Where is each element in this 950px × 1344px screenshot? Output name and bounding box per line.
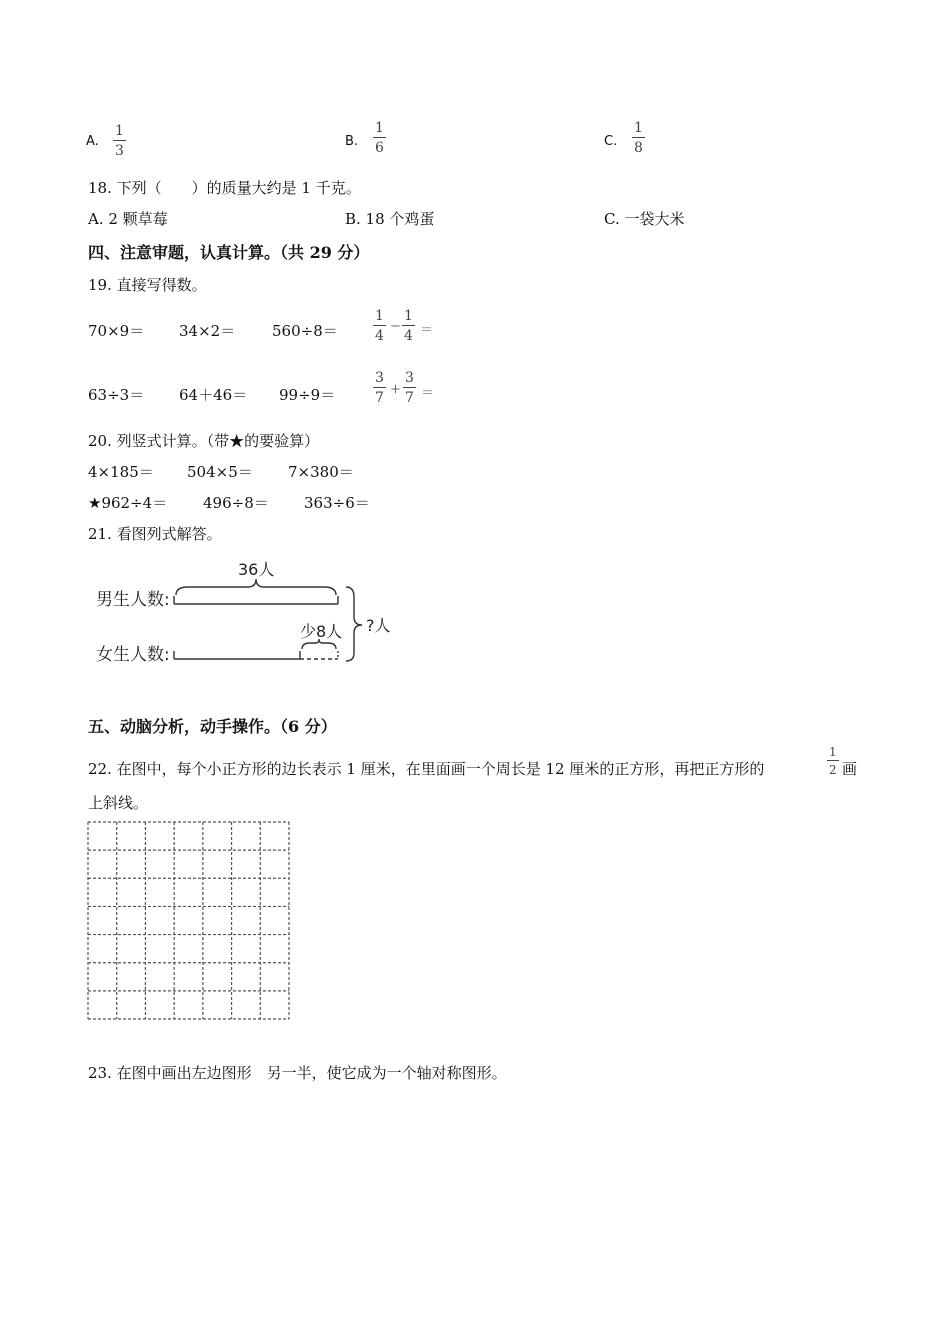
- boys-label: 男生人数:: [96, 590, 170, 610]
- q19-fraction: $\frac{1}{4}$: [404, 308, 413, 344]
- q18-stem: 18. 下列（ ）的质量大约是 1 千克。: [88, 179, 361, 197]
- q19-item: 34×2＝: [179, 322, 236, 340]
- q22-stem: 22. 在图中，每个小正方形的边长表示 1 厘米，在里面画一个周长是 12 厘米的正方形，再把正方形的: [88, 760, 765, 778]
- q19-stem: 19. 直接写得数。: [88, 276, 207, 294]
- q17-option-a-fraction: $\frac{1}{3}$: [115, 123, 124, 159]
- q17-option-c-fraction: $\frac{1}{8}$: [634, 120, 643, 156]
- q19-item: 70×9＝: [88, 322, 145, 340]
- q20-item: 4×185＝: [88, 463, 154, 481]
- q17-option-c-label: C.: [604, 134, 618, 149]
- girls-label: 女生人数:: [96, 645, 170, 665]
- q19-item: 63÷3＝: [88, 386, 145, 404]
- q19-equals: ＝: [421, 386, 435, 401]
- q20-item: 7×380＝: [288, 463, 354, 481]
- q17-option-b-fraction: $\frac{1}{6}$: [375, 120, 384, 156]
- total-label: ?人: [366, 616, 391, 635]
- q19-equals: ＝: [420, 323, 434, 338]
- q19-item: 560÷8＝: [272, 322, 338, 340]
- boys-value: 36人: [238, 560, 275, 579]
- q23-stem: 23. 在图中画出左边图形 另一半，使它成为一个轴对称图形。: [88, 1064, 507, 1082]
- q17-option-b-label: B.: [345, 134, 359, 149]
- q20-item: ★962÷4＝: [88, 494, 168, 512]
- section-5-title: 五、动脑分析，动手操作。（6 分）: [88, 717, 337, 736]
- q21-line-diagram: [88, 555, 408, 675]
- section-4-title: 四、注意审题，认真计算。（共 29 分）: [88, 243, 370, 262]
- q20-item: 504×5＝: [187, 463, 253, 481]
- q19-operator: +: [390, 382, 401, 397]
- q22-stem-tail: 画: [842, 760, 858, 778]
- boys-brace: [176, 579, 336, 595]
- difference-label: 少8人: [300, 622, 343, 641]
- q21-stem: 21. 看图列式解答。: [88, 525, 222, 543]
- q22-stem-continued: 上斜线。: [88, 794, 149, 812]
- q18-option-b: B. 18 个鸡蛋: [345, 210, 435, 228]
- q20-item: 496÷8＝: [203, 494, 269, 512]
- total-brace: [346, 587, 362, 661]
- q19-operator: −: [390, 319, 401, 334]
- q17-option-a-label: A.: [86, 134, 99, 149]
- q18-option-c: C. 一袋大米: [604, 210, 685, 228]
- q22-fraction: $\frac{1}{2}$: [829, 745, 837, 777]
- q19-fraction: $\frac{3}{7}$: [405, 370, 414, 406]
- square-grid[interactable]: [87, 821, 290, 1020]
- q19-fraction: $\frac{1}{4}$: [375, 308, 384, 344]
- q18-option-a: A. 2 颗草莓: [88, 210, 168, 228]
- q19-item: 99÷9＝: [279, 386, 336, 404]
- q20-item: 363÷6＝: [304, 494, 370, 512]
- q19-fraction: $\frac{3}{7}$: [375, 370, 384, 406]
- q20-stem: 20. 列竖式计算。（带★的要验算）: [88, 432, 320, 450]
- q19-item: 64＋46＝: [179, 386, 248, 404]
